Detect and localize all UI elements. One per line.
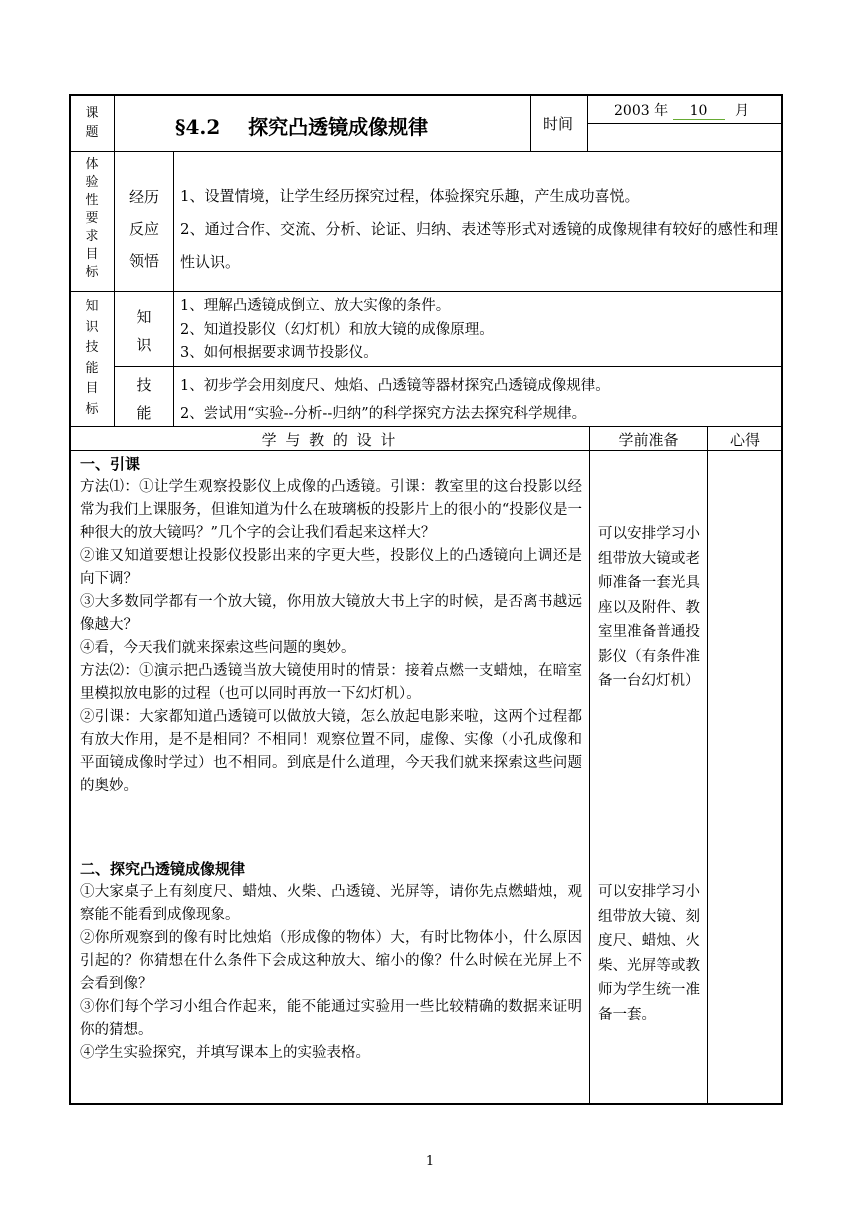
rule-experience-side — [114, 151, 115, 291]
rule-under-design-header — [70, 450, 782, 451]
section-heading: 一、引课 — [80, 455, 141, 473]
rule-title-time — [530, 95, 531, 151]
knowledge-goals — [180, 295, 778, 366]
ability-goal: 2、尝试用“实验--分析--归纳”的科学探究方法去探究科学规律。 — [180, 406, 587, 422]
date-month-unit: 月 — [735, 103, 749, 119]
ability-label: 技 能 — [136, 376, 152, 422]
section-heading: 二、探究凸透镜成像规律 — [80, 860, 246, 878]
paragraph: ③大多数同学都有一个放大镜，你用放大镜放大书上字的时候，是否离书越远像越大？ — [80, 594, 582, 633]
knowledge-goal: 2、知道投影仪（幻灯机）和放大镜的成像原理。 — [180, 321, 494, 338]
paragraph: ③你们每个学习小组合作起来，能不能通过实验用一些比较精确的数据来证明你的猜想。 — [80, 999, 582, 1038]
rule-prep-notes — [707, 426, 708, 1104]
paragraph: ②谁又知道要想让投影仪投影出来的字更大些，投影仪上的凸透镜向上调还是向下调？ — [80, 548, 582, 587]
page-number: 1 — [425, 1154, 435, 1169]
prep-note-explore: 可以安排学习小组带放大镜、刻度尺、蜡烛、火柴、光屏等或教师为学生统一准备一套。 — [598, 884, 700, 1023]
skills-side-label: 知 识 技 能 目 标 — [85, 299, 99, 417]
paragraph: 方法⑵：①演示把凸透镜当放大镜使用时的情景：接着点燃一支蜡烛，在暗室里模拟放电影的过程（也可以同时再放一下幻灯机）。 — [80, 663, 582, 702]
date-year: 2003 年 — [614, 103, 669, 119]
experience-goals — [180, 180, 778, 279]
section-number: §4.2 — [175, 115, 221, 139]
rule-under-experience — [70, 291, 782, 292]
knowledge-label: 知 识 — [136, 308, 152, 354]
experience-goal: 1、设置情境，让学生经历探究过程，体验探究乐趣，产生成功喜悦。 — [180, 187, 640, 205]
topic-label: 课 题 — [85, 106, 99, 140]
notes-column-header: 心得 — [729, 431, 760, 449]
prep-column-header: 学前准备 — [618, 431, 679, 449]
section-intro — [80, 453, 582, 798]
date-month-value: 10 — [673, 103, 725, 120]
experience-side-label: 体 验 性 要 求 目 标 — [85, 157, 99, 280]
ability-goals — [180, 372, 778, 428]
knowledge-goal: 1、理解凸透镜成倒立、放大实像的条件。 — [180, 298, 451, 314]
paragraph: ②引课：大家都知道凸透镜可以做放大镜，怎么放起电影来啦，这两个过程都有放大作用，是不是相同？不相同！观察位置不同，虚像、实像（小孔成像和平面镜成像时学过）也不相同。到底是什么道理，今天我们就来探索这些问题的奥妙。 — [80, 709, 582, 794]
knowledge-goal: 3、如何根据要求调节投影仪。 — [180, 345, 378, 361]
topic-title: 探究凸透镜成像规律 — [248, 115, 429, 139]
paragraph: 方法⑴：①让学生观察投影仪上成像的凸透镜。引课：教室里的这台投影以经常为我们上课服务，但谁知道为什么在玻璃板的投影片上的很小的“投影仪是一种很大的放大镜吗？”几个字的会让我们看起来这样大？ — [80, 479, 582, 541]
paragraph: ②你所观察到的像有时比烛焰（形成像的物体）大，有时比物体小，什么原因引起的？你猜想在什么条件下会成这种放大、缩小的像？什么时候在光屏上不会看到像？ — [80, 930, 582, 992]
rule-under-header — [70, 151, 782, 152]
time-label: 时间 — [543, 115, 574, 133]
paragraph: ④学生实验探究，并填写课本上的实验表格。 — [80, 1045, 370, 1061]
date-field — [614, 100, 749, 120]
prep-note-intro: 可以安排学习小组带放大镜或老师准备一套光具座以及附件、教室里准备普通投影仪（有条件准备一台幻灯机） — [598, 526, 700, 689]
rule-label-column — [114, 95, 115, 151]
rule-time-date — [587, 95, 588, 151]
rule-design-prep — [589, 426, 590, 1104]
section-explore — [80, 858, 582, 1065]
page-title — [175, 111, 428, 140]
design-column-header: 学 与 教 的 设 计 — [261, 431, 398, 449]
ability-goal: 1、初步学会用刻度尺、烛焰、凸透镜等器材探究凸透镜成像规律。 — [180, 378, 610, 394]
rule-skills-sub — [173, 291, 174, 426]
rule-skills-side — [114, 291, 115, 426]
paragraph: ④看，今天我们就来探索这些问题的奥妙。 — [80, 640, 356, 656]
experience-goal: 2、通过合作、交流、分析、论证、归纳、表述等形式对透镜的成像规律有较好的感性和理性认识。 — [180, 220, 778, 271]
rule-experience-sub — [173, 151, 174, 291]
rule-between-knowledge-ability — [115, 366, 782, 367]
experience-sub-label: 经历 反应 领悟 — [128, 188, 159, 270]
rule-date-cell — [587, 123, 782, 124]
paragraph: ①大家桌子上有刻度尺、蜡烛、火柴、凸透镜、光屏等，请你先点燃蜡烛，观察能不能看到成像现象。 — [80, 884, 582, 923]
